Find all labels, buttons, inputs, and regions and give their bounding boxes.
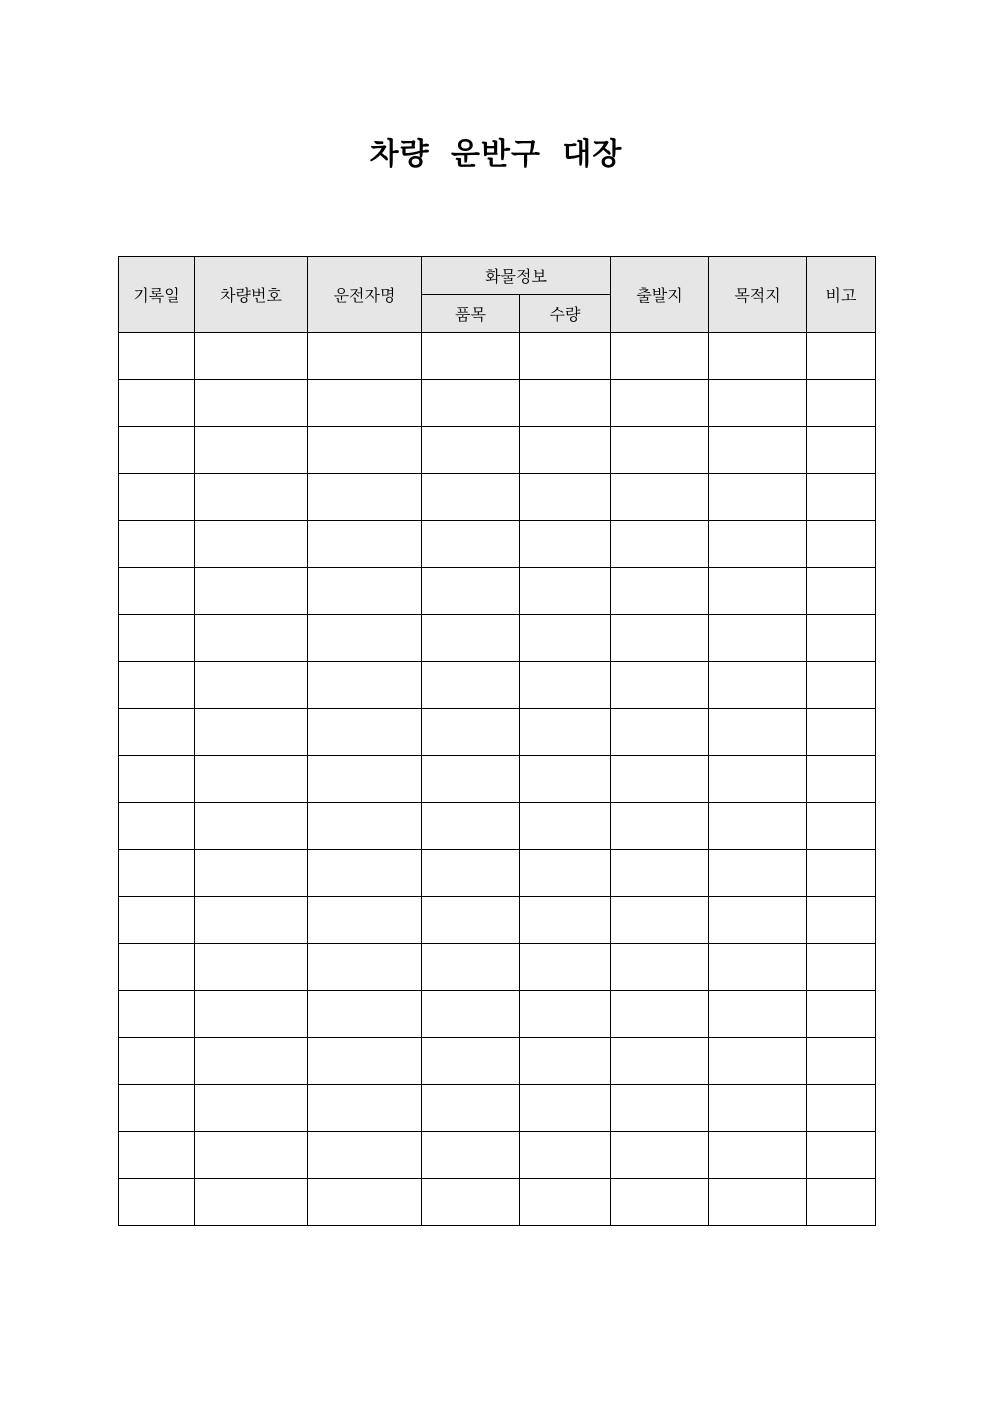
- cell-date[interactable]: [119, 615, 195, 662]
- cell-quantity[interactable]: [520, 756, 611, 803]
- header-vehicle-number: 차량번호: [195, 257, 308, 333]
- cell-quantity[interactable]: [520, 1132, 611, 1179]
- cell-origin[interactable]: [611, 1132, 709, 1179]
- header-driver-name: 운전자명: [308, 257, 422, 333]
- table-row: [119, 427, 876, 474]
- header-date: 기록일: [119, 257, 195, 333]
- cell-date[interactable]: [119, 380, 195, 427]
- cell-date[interactable]: [119, 944, 195, 991]
- cell-item[interactable]: [422, 474, 520, 521]
- cell-remarks[interactable]: [807, 897, 876, 944]
- cell-item[interactable]: [422, 615, 520, 662]
- header-item: 품목: [422, 295, 520, 333]
- cell-item[interactable]: [422, 944, 520, 991]
- cell-item[interactable]: [422, 850, 520, 897]
- table-row: [119, 1179, 876, 1226]
- cell-date[interactable]: [119, 1132, 195, 1179]
- cell-vehicle-number[interactable]: [195, 991, 308, 1038]
- cell-destination[interactable]: [709, 521, 807, 568]
- cell-origin[interactable]: [611, 1085, 709, 1132]
- cell-driver-name[interactable]: [308, 474, 422, 521]
- table-row: [119, 521, 876, 568]
- cell-item[interactable]: [422, 803, 520, 850]
- cell-vehicle-number[interactable]: [195, 897, 308, 944]
- cell-remarks[interactable]: [807, 333, 876, 380]
- cell-driver-name[interactable]: [308, 521, 422, 568]
- cell-remarks[interactable]: [807, 850, 876, 897]
- cell-date[interactable]: [119, 897, 195, 944]
- cell-driver-name[interactable]: [308, 380, 422, 427]
- cell-destination[interactable]: [709, 1132, 807, 1179]
- cell-quantity[interactable]: [520, 1038, 611, 1085]
- cell-destination[interactable]: [709, 333, 807, 380]
- table-row: [119, 474, 876, 521]
- cell-vehicle-number[interactable]: [195, 380, 308, 427]
- cell-driver-name[interactable]: [308, 333, 422, 380]
- cell-destination[interactable]: [709, 756, 807, 803]
- cell-date[interactable]: [119, 1085, 195, 1132]
- cell-item[interactable]: [422, 427, 520, 474]
- cell-destination[interactable]: [709, 944, 807, 991]
- cell-remarks[interactable]: [807, 380, 876, 427]
- table-row: [119, 333, 876, 380]
- cell-driver-name[interactable]: [308, 1132, 422, 1179]
- table-row: [119, 1132, 876, 1179]
- cell-vehicle-number[interactable]: [195, 427, 308, 474]
- cell-vehicle-number[interactable]: [195, 615, 308, 662]
- table-row: [119, 380, 876, 427]
- cell-vehicle-number[interactable]: [195, 333, 308, 380]
- cell-date[interactable]: [119, 568, 195, 615]
- table-row: [119, 568, 876, 615]
- cell-driver-name[interactable]: [308, 1179, 422, 1226]
- cell-vehicle-number[interactable]: [195, 944, 308, 991]
- cell-driver-name[interactable]: [308, 1085, 422, 1132]
- cell-quantity[interactable]: [520, 1179, 611, 1226]
- cell-date[interactable]: [119, 333, 195, 380]
- cell-quantity[interactable]: [520, 427, 611, 474]
- cell-quantity[interactable]: [520, 991, 611, 1038]
- cell-quantity[interactable]: [520, 897, 611, 944]
- cell-remarks[interactable]: [807, 662, 876, 709]
- cell-date[interactable]: [119, 756, 195, 803]
- cell-date[interactable]: [119, 803, 195, 850]
- cell-vehicle-number[interactable]: [195, 850, 308, 897]
- table-row: [119, 897, 876, 944]
- cell-origin[interactable]: [611, 850, 709, 897]
- header-destination: 목적지: [709, 257, 807, 333]
- cell-item[interactable]: [422, 897, 520, 944]
- cell-remarks[interactable]: [807, 756, 876, 803]
- cell-remarks[interactable]: [807, 1038, 876, 1085]
- table-row: [119, 1038, 876, 1085]
- cell-driver-name[interactable]: [308, 709, 422, 756]
- cell-driver-name[interactable]: [308, 897, 422, 944]
- cell-quantity[interactable]: [520, 850, 611, 897]
- cell-destination[interactable]: [709, 991, 807, 1038]
- cell-date[interactable]: [119, 474, 195, 521]
- cell-destination[interactable]: [709, 709, 807, 756]
- cell-vehicle-number[interactable]: [195, 1179, 308, 1226]
- cell-date[interactable]: [119, 709, 195, 756]
- cell-origin[interactable]: [611, 991, 709, 1038]
- cell-origin[interactable]: [611, 756, 709, 803]
- cell-item[interactable]: [422, 1132, 520, 1179]
- cell-quantity[interactable]: [520, 474, 611, 521]
- header-remarks: 비고: [807, 257, 876, 333]
- table-row: [119, 944, 876, 991]
- cell-quantity[interactable]: [520, 380, 611, 427]
- cell-driver-name[interactable]: [308, 991, 422, 1038]
- cell-remarks[interactable]: [807, 1085, 876, 1132]
- cell-remarks[interactable]: [807, 568, 876, 615]
- cell-origin[interactable]: [611, 709, 709, 756]
- cell-remarks[interactable]: [807, 521, 876, 568]
- page-title: 차량 운반구 대장: [369, 137, 623, 172]
- table-row: [119, 850, 876, 897]
- cell-destination[interactable]: [709, 1038, 807, 1085]
- cell-destination[interactable]: [709, 615, 807, 662]
- cell-remarks[interactable]: [807, 474, 876, 521]
- table-row: [119, 709, 876, 756]
- cell-origin[interactable]: [611, 568, 709, 615]
- cell-driver-name[interactable]: [308, 850, 422, 897]
- cell-driver-name[interactable]: [308, 1038, 422, 1085]
- cell-destination[interactable]: [709, 850, 807, 897]
- cell-destination[interactable]: [709, 568, 807, 615]
- cell-vehicle-number[interactable]: [195, 521, 308, 568]
- cell-vehicle-number[interactable]: [195, 662, 308, 709]
- cell-item[interactable]: [422, 709, 520, 756]
- vehicle-ledger-table: [118, 256, 876, 1226]
- cell-quantity[interactable]: [520, 521, 611, 568]
- cell-vehicle-number[interactable]: [195, 709, 308, 756]
- cell-origin[interactable]: [611, 333, 709, 380]
- cell-item[interactable]: [422, 756, 520, 803]
- cell-quantity[interactable]: [520, 803, 611, 850]
- cell-vehicle-number[interactable]: [195, 1085, 308, 1132]
- cell-origin[interactable]: [611, 662, 709, 709]
- table-row: [119, 991, 876, 1038]
- cell-driver-name[interactable]: [308, 615, 422, 662]
- cell-destination[interactable]: [709, 380, 807, 427]
- cell-driver-name[interactable]: [308, 803, 422, 850]
- cell-driver-name[interactable]: [308, 568, 422, 615]
- cell-destination[interactable]: [709, 427, 807, 474]
- header-quantity: 수량: [520, 295, 611, 333]
- cell-date[interactable]: [119, 1038, 195, 1085]
- cell-vehicle-number[interactable]: [195, 1132, 308, 1179]
- table-body: [119, 333, 876, 1226]
- cell-item[interactable]: [422, 1038, 520, 1085]
- cell-driver-name[interactable]: [308, 427, 422, 474]
- cell-vehicle-number[interactable]: [195, 803, 308, 850]
- cell-driver-name[interactable]: [308, 662, 422, 709]
- table-row: [119, 662, 876, 709]
- cell-date[interactable]: [119, 521, 195, 568]
- cell-remarks[interactable]: [807, 991, 876, 1038]
- table-header: [119, 257, 876, 333]
- cell-quantity[interactable]: [520, 709, 611, 756]
- header-origin: 출발지: [611, 257, 709, 333]
- cell-origin[interactable]: [611, 521, 709, 568]
- cell-origin[interactable]: [611, 803, 709, 850]
- cell-remarks[interactable]: [807, 803, 876, 850]
- cell-item[interactable]: [422, 1085, 520, 1132]
- cell-item[interactable]: [422, 568, 520, 615]
- cell-quantity[interactable]: [520, 568, 611, 615]
- cell-item[interactable]: [422, 1179, 520, 1226]
- cell-vehicle-number[interactable]: [195, 474, 308, 521]
- cell-remarks[interactable]: [807, 427, 876, 474]
- cell-destination[interactable]: [709, 1179, 807, 1226]
- cell-date[interactable]: [119, 991, 195, 1038]
- cell-vehicle-number[interactable]: [195, 568, 308, 615]
- cell-origin[interactable]: [611, 380, 709, 427]
- cell-origin[interactable]: [611, 1038, 709, 1085]
- cell-remarks[interactable]: [807, 615, 876, 662]
- cell-vehicle-number[interactable]: [195, 1038, 308, 1085]
- cell-origin[interactable]: [611, 427, 709, 474]
- cell-item[interactable]: [422, 991, 520, 1038]
- cell-remarks[interactable]: [807, 709, 876, 756]
- cell-date[interactable]: [119, 850, 195, 897]
- cell-origin[interactable]: [611, 474, 709, 521]
- table-row: [119, 615, 876, 662]
- header-row-top: [119, 257, 876, 295]
- cell-destination[interactable]: [709, 897, 807, 944]
- cell-quantity[interactable]: [520, 1085, 611, 1132]
- cell-date[interactable]: [119, 427, 195, 474]
- cell-item[interactable]: [422, 662, 520, 709]
- cell-origin[interactable]: [611, 944, 709, 991]
- cell-date[interactable]: [119, 662, 195, 709]
- cell-origin[interactable]: [611, 897, 709, 944]
- cell-remarks[interactable]: [807, 944, 876, 991]
- cell-destination[interactable]: [709, 662, 807, 709]
- cell-quantity[interactable]: [520, 333, 611, 380]
- cell-item[interactable]: [422, 521, 520, 568]
- header-cargo-info: 화물정보: [422, 257, 611, 295]
- cell-destination[interactable]: [709, 803, 807, 850]
- cell-driver-name[interactable]: [308, 944, 422, 991]
- table-row: [119, 803, 876, 850]
- table-row: [119, 756, 876, 803]
- cell-item[interactable]: [422, 380, 520, 427]
- cell-vehicle-number[interactable]: [195, 756, 308, 803]
- cell-quantity[interactable]: [520, 615, 611, 662]
- cell-item[interactable]: [422, 333, 520, 380]
- cell-driver-name[interactable]: [308, 756, 422, 803]
- cell-quantity[interactable]: [520, 944, 611, 991]
- cell-origin[interactable]: [611, 615, 709, 662]
- cell-remarks[interactable]: [807, 1132, 876, 1179]
- table-row: [119, 1085, 876, 1132]
- cell-destination[interactable]: [709, 1085, 807, 1132]
- cell-date[interactable]: [119, 1179, 195, 1226]
- cell-destination[interactable]: [709, 474, 807, 521]
- cell-origin[interactable]: [611, 1179, 709, 1226]
- cell-remarks[interactable]: [807, 1179, 876, 1226]
- cell-quantity[interactable]: [520, 662, 611, 709]
